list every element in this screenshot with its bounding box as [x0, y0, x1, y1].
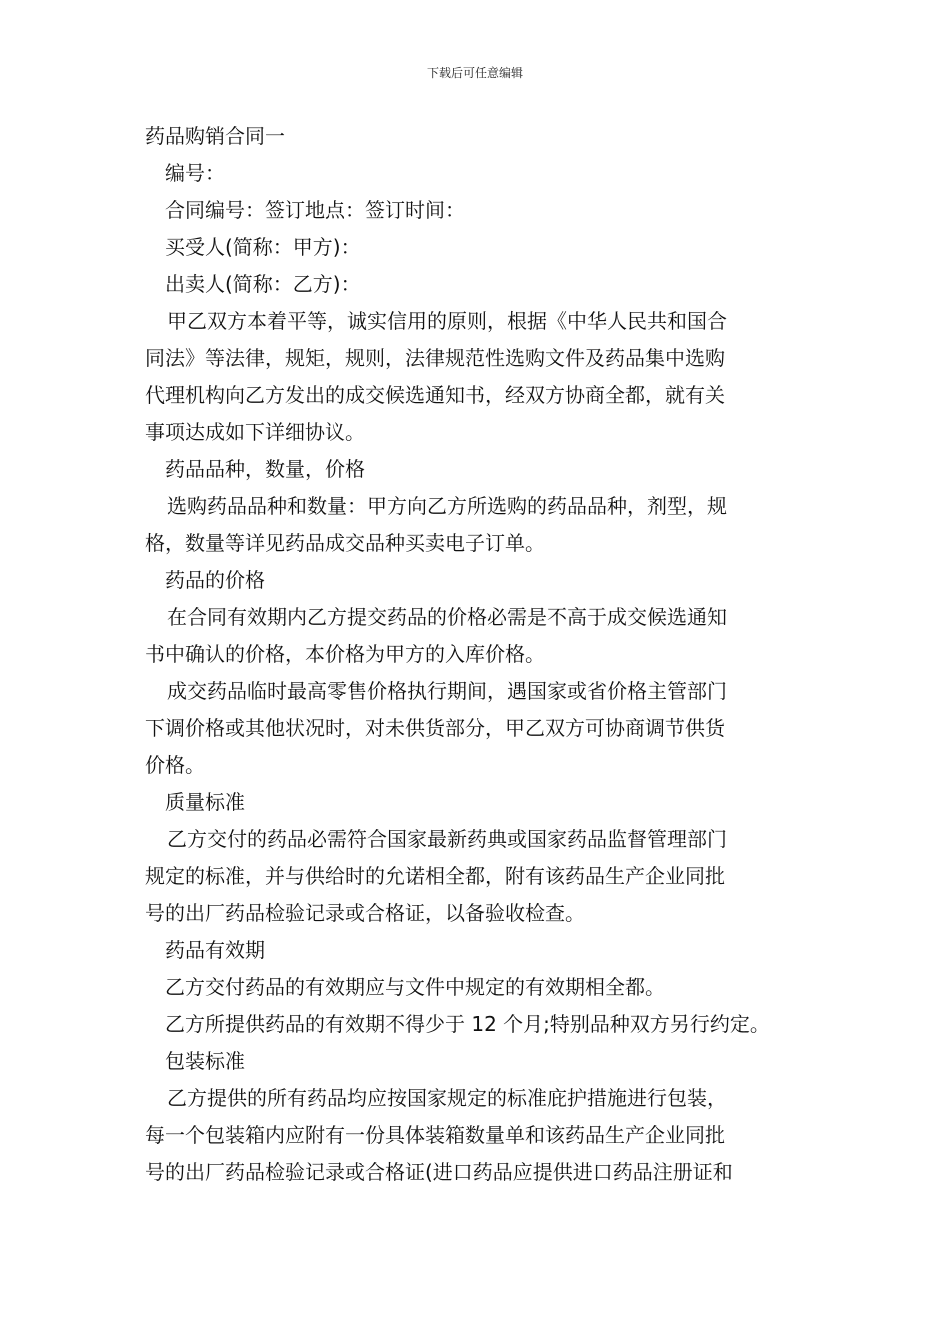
document-title: 药品购销合同一	[145, 124, 285, 148]
text-line: 代理机构向乙方发出的成交候选通知书，经双方协商全都，就有关	[145, 383, 725, 407]
document-body	[145, 118, 815, 1191]
text-line: 号的出厂药品检验记录或合格证，以备验收检查。	[145, 901, 585, 925]
text-line: 合同编号：签订地点：签订时间：	[165, 198, 465, 222]
text-line: 包装标准	[165, 1049, 245, 1073]
text-line: 乙方所提供药品的有效期不得少于 12 个月;特别品种双方另行约定。	[165, 1012, 770, 1036]
text-line: 买受人(简称：甲方)：	[165, 235, 361, 259]
text-line: 书中确认的价格，本价格为甲方的入库价格。	[145, 642, 545, 666]
text-line: 甲乙双方本着平等，诚实信用的原则，根据《中华人民共和国合	[167, 309, 727, 333]
text-line: 每一个包装箱内应附有一份具体装箱数量单和该药品生产企业同批	[145, 1123, 725, 1147]
text-line: 出卖人(简称：乙方)：	[165, 272, 361, 296]
text-line: 在合同有效期内乙方提交药品的价格必需是不高于成交候选通知	[167, 605, 727, 629]
text-line: 格，数量等详见药品成交品种买卖电子订单。	[145, 531, 545, 555]
text-line: 成交药品临时最高零售价格执行期间，遇国家或省价格主管部门	[167, 679, 727, 703]
text-line: 价格。	[145, 753, 205, 777]
text-line: 质量标准	[165, 790, 245, 814]
text-line: 同法》等法律，规矩，规则，法律规范性选购文件及药品集中选购	[145, 346, 725, 370]
text-line: 乙方提供的所有药品均应按国家规定的标准庇护措施进行包装，	[167, 1086, 727, 1110]
text-line: 乙方交付药品的有效期应与文件中规定的有效期相全都。	[165, 975, 665, 999]
text-line: 药品有效期	[165, 938, 265, 962]
text-line: 药品的价格	[165, 568, 265, 592]
text-line: 号的出厂药品检验记录或合格证(进口药品应提供进口药品注册证和	[145, 1160, 733, 1184]
text-line: 乙方交付的药品必需符合国家最新药典或国家药品监督管理部门	[167, 827, 727, 851]
text-line: 选购药品品种和数量：甲方向乙方所选购的药品品种，剂型，规	[167, 494, 727, 518]
text-line: 规定的标准，并与供给时的允诺相全都，附有该药品生产企业同批	[145, 864, 725, 888]
text-line: 事项达成如下详细协议。	[145, 420, 365, 444]
text-line: 药品品种，数量，价格	[165, 457, 365, 481]
text-line: 编号：	[165, 161, 225, 185]
page-header: 下载后可任意编辑	[426, 66, 523, 80]
text-line: 下调价格或其他状况时，对未供货部分，甲乙双方可协商调节供货	[145, 716, 725, 740]
